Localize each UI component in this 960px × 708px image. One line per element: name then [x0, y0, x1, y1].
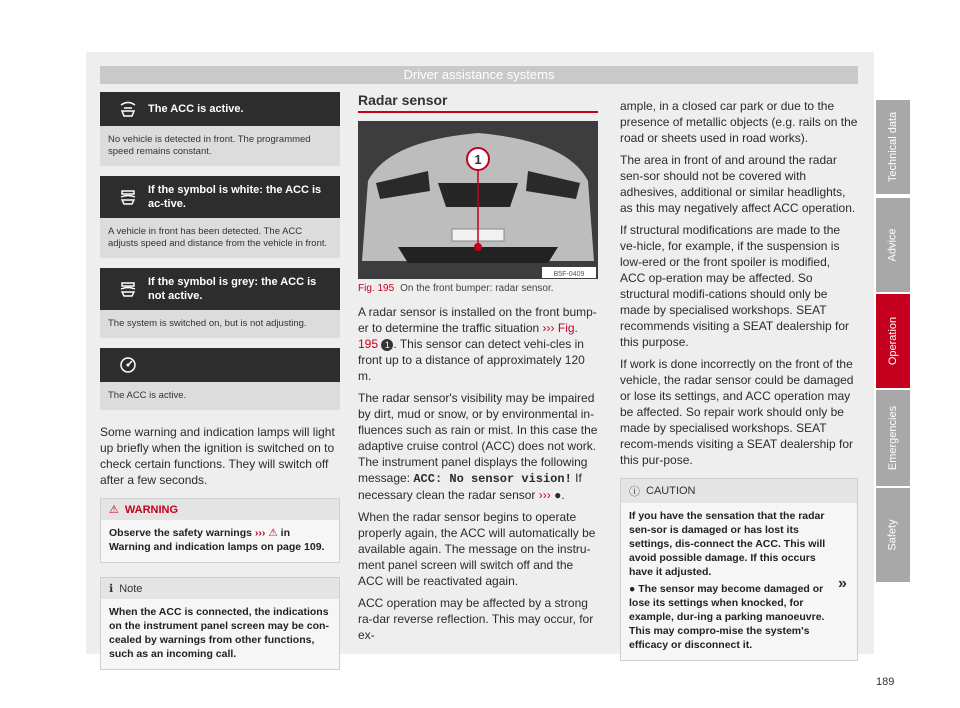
caution-icon: ⓘ: [629, 486, 640, 498]
lamp-entry: [100, 348, 340, 410]
acc-vehicle-lamp-icon: [108, 189, 148, 205]
body-paragraph: The area in front of and around the radar sen-sor should not be covered with adhesives, additional or similar headlights, as this may negatively affect ACC operation.: [620, 153, 856, 215]
caution-icon: ●: [554, 488, 562, 502]
warning-label: WARNING: [124, 503, 179, 516]
body-paragraph: ample, in a closed car park or due to the presence of metallic objects (e.g. rails on the road or sheets used in road works).: [620, 99, 858, 145]
acc-gauge-icon: [108, 356, 148, 374]
warning-text: Observe the safety warnings ››› ⚠ in Warning and indication lamps on page 109.: [109, 527, 325, 553]
radar-figure: [358, 121, 598, 279]
radar-paragraph: ACC operation may be affected by a strong ra-dar reverse reflection. This may occur, for ex-: [358, 596, 594, 642]
continued-icon: »: [838, 575, 847, 592]
caution-label: CAUTION: [646, 485, 696, 497]
caution-link[interactable]: ›››: [538, 488, 551, 502]
lamp-title: If the symbol is grey: the ACC is not active.: [148, 276, 317, 302]
tab-advice[interactable]: Advice: [876, 198, 910, 292]
caution-text: If you have the sensation that the radar sen-sor is damaged or has lost its settings, dis-connect the ACC. This will avoid possible damage. If this occurs have it adjusted. ● The sensor may become damaged or lose its settings when knocked, for example, dur-ing a parking manoeuvre. This may compro-mise the system's efficacy or disconnect it.: [629, 510, 826, 651]
warning-triangle-icon: ⚠: [268, 527, 278, 539]
caution-box: [620, 478, 858, 661]
acc-vehicle-lamp-icon: [108, 281, 148, 297]
instrument-message: ACC: No sensor vision!: [413, 472, 572, 486]
column-3: [620, 98, 858, 661]
body-paragraph: If work is done incorrectly on the front of the vehicle, the radar sensor could be damaged or lose its settings, and ACC operation may be affected. So repair work should only be made by specialised workshops. SEAT recom-mends visiting a SEAT dealership for this pur-pose.: [620, 357, 854, 467]
note-label: Note: [119, 582, 143, 595]
tab-emergencies[interactable]: Emergencies: [876, 390, 910, 486]
tab-operation[interactable]: Operation: [876, 294, 910, 388]
page-number: 189: [876, 676, 895, 688]
lamp-description: The system is switched on, but is not adjusting.: [100, 310, 340, 338]
callout-badge: 1: [381, 339, 393, 351]
note-box: [100, 577, 340, 670]
acc-lamp-icon: [108, 101, 148, 117]
lamp-title: The ACC is active.: [148, 103, 244, 115]
bullet-icon: ●: [629, 583, 639, 595]
radar-paragraph: The radar sensor's visibility may be impaired by dirt, mud or snow, or by environmental in-fluences such as rain or mist. In this case the adaptive cruise control (ACC) does not work. The instrument panel displays the following message: ACC: No sensor vision! If necessary clean the radar sensor ››› ●.: [358, 391, 598, 502]
warning-box: [100, 498, 340, 563]
car-front-illustration: [358, 121, 598, 279]
radar-paragraph: A radar sensor is installed on the front bump-er to determine the traffic situation ››› Fig. 195 1 . This sensor can detect vehi-cles in front up to a distance of approximately 120 m.: [358, 305, 597, 383]
tab-safety[interactable]: Safety: [876, 488, 910, 582]
figure-link[interactable]: ››› Fig. 195: [358, 321, 578, 351]
lamp-entry: [100, 176, 340, 258]
warning-link[interactable]: ›››: [254, 527, 266, 539]
lamp-entry: [100, 268, 340, 338]
tab-technical-data[interactable]: Technical data: [876, 100, 910, 194]
figure-code: B5F-0409: [553, 271, 585, 278]
page-header: Driver assistance systems: [100, 66, 858, 84]
body-paragraph: If structural modifications are made to the ve-hicle, for example, if the suspension is low-ered or the front spoiler is modified, ACC op-eration may be affected. So structural modifi-cations should only be made by specialised workshops. SEAT recommends visiting a SEAT dealership for this purpose.: [620, 223, 849, 349]
lamp-title: If the symbol is white: the ACC is ac-tive.: [148, 184, 322, 210]
intro-paragraph: Some warning and indication lamps will light up briefly when the ignition is switched on to check certain functions. They will switch off after a few seconds.: [100, 425, 335, 487]
figure-callout: 1: [474, 152, 482, 167]
column-2: [358, 92, 598, 649]
note-text: When the ACC is connected, the indications on the instrument panel screen may be con-cealed by warnings from other functions, such as an incoming call.: [109, 606, 329, 660]
section-title: Radar sensor: [358, 92, 598, 113]
figure-number: Fig. 195: [358, 283, 395, 294]
figure-caption: Fig. 195 On the front bumper: radar sensor.: [358, 283, 554, 294]
note-icon: ℹ: [109, 583, 114, 595]
warning-triangle-icon: ⚠: [109, 504, 119, 516]
lamp-description: A vehicle in front has been detected. The ACC adjusts speed and distance from the vehicle in front.: [100, 218, 340, 258]
lamp-description: No vehicle is detected in front. The programmed speed remains constant.: [100, 126, 340, 166]
radar-paragraph: When the radar sensor begins to operate properly again, the ACC will automatically be available again. The message on the instru-ment panel screen will switch off and the ACC will be reactivated again.: [358, 510, 596, 588]
lamp-description: The ACC is active.: [100, 382, 340, 410]
lamp-entry: [100, 92, 340, 166]
column-1: [100, 92, 340, 670]
